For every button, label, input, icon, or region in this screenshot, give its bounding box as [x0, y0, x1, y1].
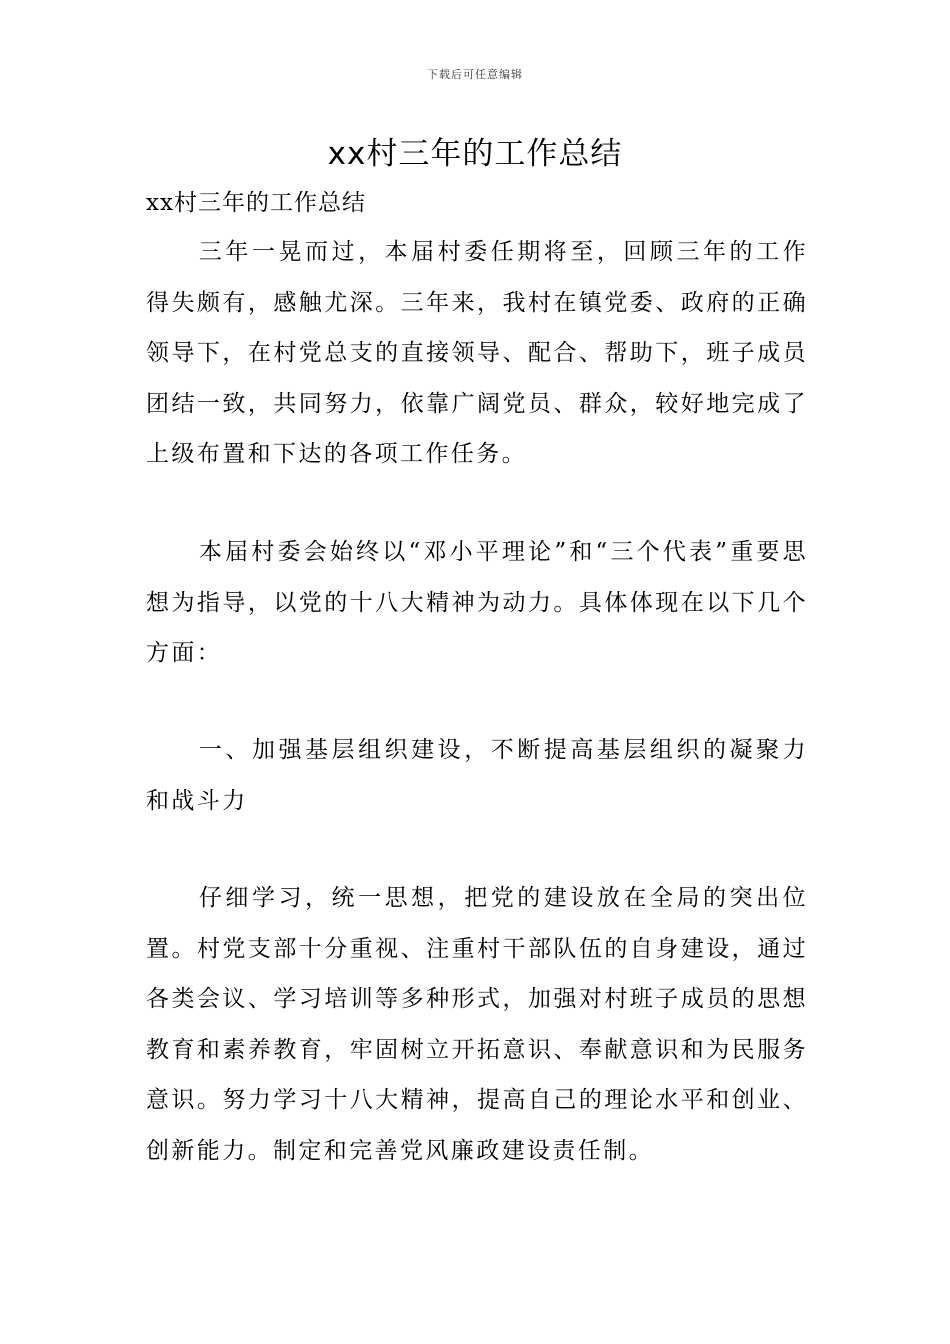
paragraph-1-block [146, 227, 808, 480]
paragraph: 三年一晃而过，本届村委任期将至，回顾三年的工作得失颇有，感触尤深。三年来，我村在镇党委、政府的正确领导下，在村党总支的直接领导、配合、帮助下，班子成员团结一致，共同努力，依靠广阔党员、群众，较好地完成了上级布置和下达的各项工作任务。 [146, 239, 808, 467]
paragraph: 本届村委会始终以“邓小平理论”和“三个代表”重要思想为指导，以党的十八大精神为动力。具体体现在以下几个方面： [146, 539, 808, 666]
section-heading: 一、加强基层组织建设，不断提高基层组织的凝聚力和战斗力 [146, 737, 808, 814]
paragraph-3-block [146, 873, 808, 1176]
paragraph: 仔细学习，统一思想，把党的建设放在全局的突出位置。村党支部十分重视、注重村干部队伍的自身建设，通过各类会议、学习培训等多种形式，加强对村班子成员的思想教育和素养教育，牢固树立开拓意识、奉献意识和为民服务意识。努力学习十八大精神，提高自己的理论水平和创业、创新能力。制定和完善党风廉政建设责任制。 [146, 885, 808, 1164]
document-title: xx村三年的工作总结 [327, 136, 623, 172]
document-subtitle: xx村三年的工作总结 [146, 190, 366, 216]
paragraph-2-block [146, 527, 808, 679]
header-note: 下载后可任意编辑 [427, 68, 523, 81]
section-heading-block [146, 725, 808, 826]
